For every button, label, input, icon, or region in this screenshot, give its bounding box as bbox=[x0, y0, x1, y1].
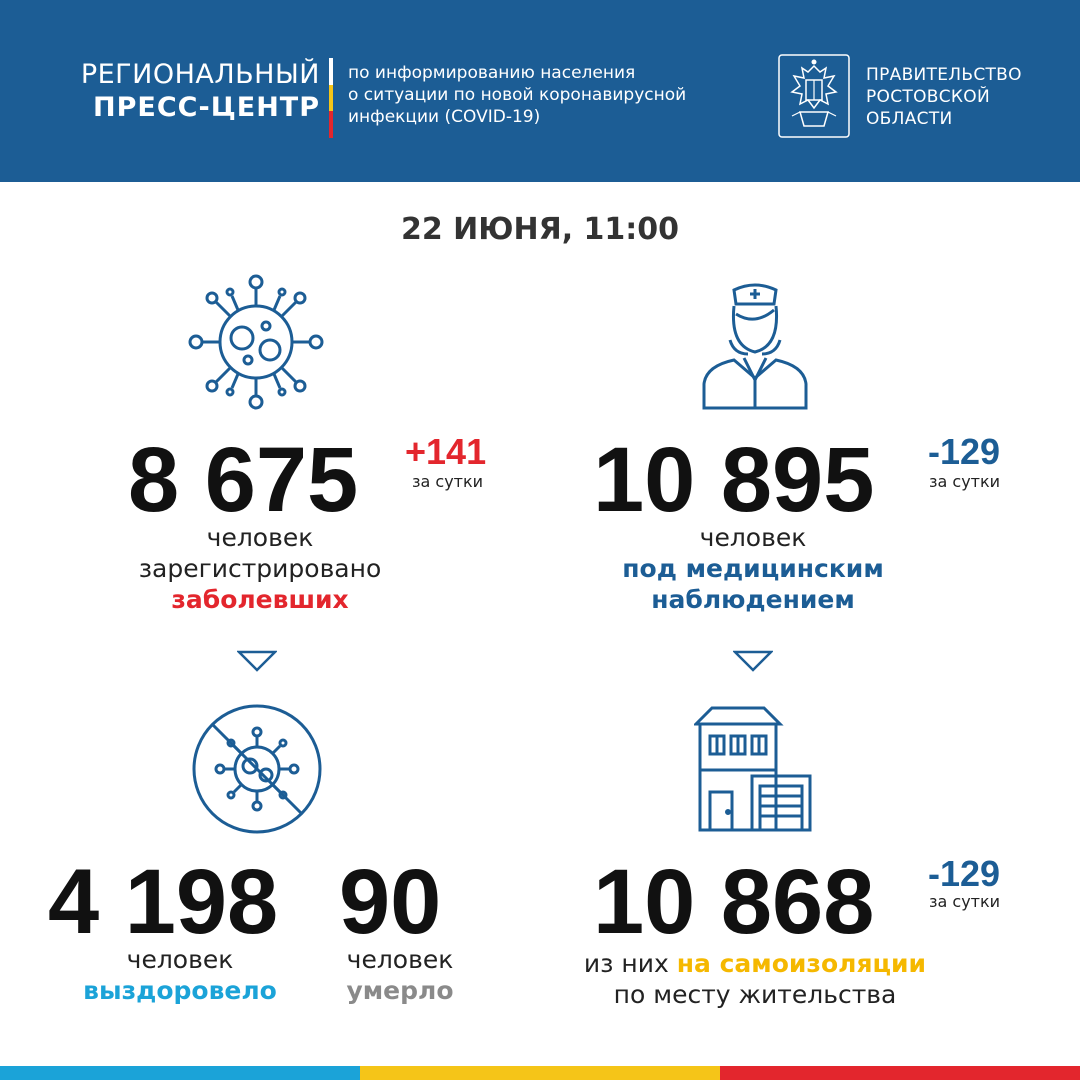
isolation-caption bbox=[560, 948, 950, 1010]
died-caption bbox=[320, 944, 480, 1006]
caption-line: человек bbox=[699, 523, 807, 552]
press-description bbox=[348, 62, 686, 128]
flag-stripe-red bbox=[329, 111, 333, 138]
isolation-count: 10 868 bbox=[593, 851, 875, 953]
observed-caption bbox=[598, 522, 908, 615]
press-title-line1: РЕГИОНАЛЬНЫЙ bbox=[80, 59, 320, 90]
press-title-line2: ПРЕСС-ЦЕНТР bbox=[93, 92, 320, 123]
observed-count: 10 895 bbox=[593, 429, 875, 531]
flag-stripe-white bbox=[329, 58, 333, 85]
isolation-highlight: на самоизоляции bbox=[676, 949, 927, 978]
crossed-virus-icon bbox=[190, 702, 324, 836]
caption-line: человек bbox=[206, 523, 314, 552]
description-line: по информированию населения bbox=[348, 63, 636, 83]
isolation-line1 bbox=[560, 948, 950, 979]
government-line: ОБЛАСТИ bbox=[866, 109, 953, 129]
recovered-caption bbox=[60, 944, 300, 1006]
house-icon bbox=[694, 706, 812, 832]
caption-line: человек bbox=[126, 945, 234, 974]
header-banner bbox=[0, 0, 1080, 182]
caption-line: зарегистрировано bbox=[138, 554, 382, 583]
died-highlight: умерло bbox=[346, 976, 454, 1005]
down-arrow-icon bbox=[733, 650, 773, 672]
footer-color-bar bbox=[0, 1066, 1080, 1080]
flag-bar bbox=[329, 58, 333, 138]
description-line: инфекции (COVID-19) bbox=[348, 107, 541, 127]
registered-delta-caption: за сутки bbox=[412, 472, 484, 491]
down-arrow-icon bbox=[237, 650, 277, 672]
registered-count: 8 675 bbox=[128, 429, 359, 531]
observed-highlight-line2: наблюдением bbox=[651, 585, 855, 614]
died-count: 90 bbox=[339, 851, 442, 953]
observed-highlight-line1: под медицинским bbox=[622, 554, 884, 583]
footer-stripe-yellow bbox=[360, 1066, 720, 1080]
recovered-highlight: выздоровело bbox=[83, 976, 277, 1005]
observed-delta-caption: за сутки bbox=[929, 472, 1001, 491]
government-line: ПРАВИТЕЛЬСТВО bbox=[866, 65, 1022, 85]
virus-icon bbox=[188, 272, 324, 412]
government-line: РОСТОВСКОЙ bbox=[866, 87, 990, 107]
nurse-icon bbox=[700, 280, 810, 410]
recovered-count: 4 198 bbox=[48, 851, 279, 953]
isolation-delta-caption: за сутки bbox=[929, 892, 1001, 911]
isolation-prefix: из них bbox=[583, 949, 669, 978]
registered-caption bbox=[105, 522, 415, 615]
registered-delta: +141 bbox=[405, 431, 487, 472]
government-title bbox=[866, 64, 1022, 130]
caption-line: человек bbox=[346, 945, 454, 974]
report-date: 22 ИЮНЯ, 11:00 bbox=[400, 212, 680, 247]
footer-stripe-red bbox=[720, 1066, 1080, 1080]
description-line: о ситуации по новой коронавирусной bbox=[348, 85, 687, 105]
press-center-title bbox=[81, 58, 320, 124]
registered-highlight: заболевших bbox=[171, 585, 349, 614]
observed-delta: -129 bbox=[928, 431, 1001, 472]
isolation-delta: -129 bbox=[928, 853, 1001, 894]
flag-stripe-yellow bbox=[329, 85, 333, 112]
coat-of-arms-icon bbox=[778, 54, 850, 138]
footer-stripe-blue bbox=[0, 1066, 360, 1080]
caption-line: по месту жительства bbox=[613, 980, 897, 1009]
